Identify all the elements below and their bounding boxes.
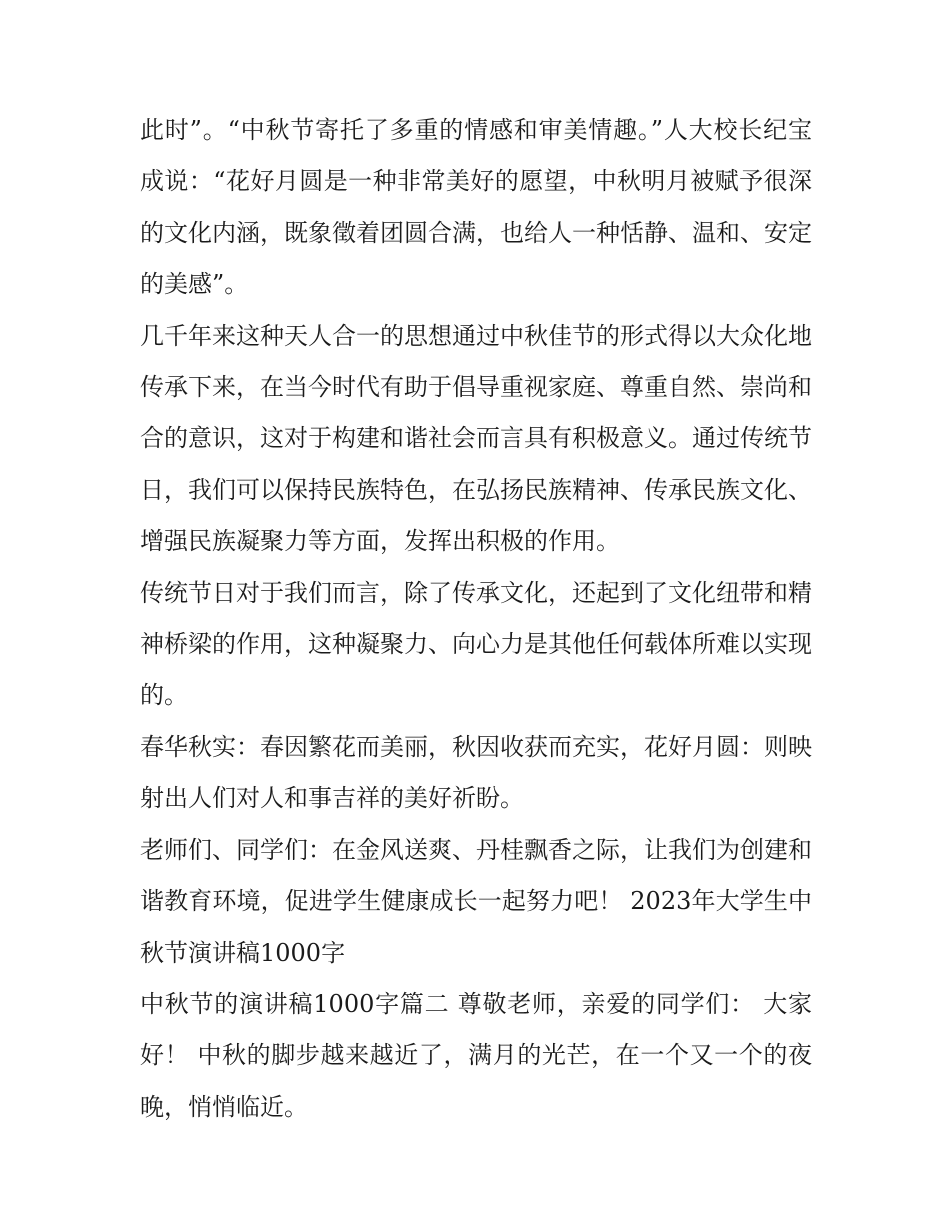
paragraph-4: 春华秋实：春因繁花而美丽，秋因收获而充实，花好月圆：则映射出人们对人和事吉祥的美好祈盼。	[140, 732, 812, 813]
paragraph-2: 几千年来这种天人合一的思想通过中秋佳节的形式得以大众化地传承下来，在当今时代有助于倡导重视家庭、尊重自然、崇尚和合的意识，这对于构建和谐社会而言具有积极意义。通过传统节日，我们可以保持民族特色，在弘扬民族精神、传承民族文化、增强民族凝聚力等方面，发挥出积极的作用。	[140, 321, 812, 556]
paragraph-3: 传统节日对于我们而言，除了传承文化，还起到了文化纽带和精神桥梁的作用，这种凝聚力、向心力是其他任何载体所难以实现的。	[140, 578, 812, 710]
paragraph-6: 中秋节的演讲稿1000字篇二 尊敬老师，亲爱的同学们： 大家好！ 中秋的脚步越来越近了，满月的光芒，在一个又一个的夜晚，悄悄临近。	[140, 989, 812, 1121]
paragraph-5: 老师们、同学们：在金风送爽、丹桂飘香之际，让我们为创建和谐教育环境，促进学生健康成长一起努力吧！ 2023年大学生中秋节演讲稿1000字	[140, 835, 812, 967]
paragraph-1: 此时”。“中秋节寄托了多重的情感和审美情趣。”人大校长纪宝成说：“花好月圆是一种非常美好的愿望，中秋明月被赋予很深的文化内涵，既象徵着团圆合满，也给人一种恬静、温和、安定的美感”。	[140, 116, 812, 299]
document-body	[140, 105, 812, 1133]
